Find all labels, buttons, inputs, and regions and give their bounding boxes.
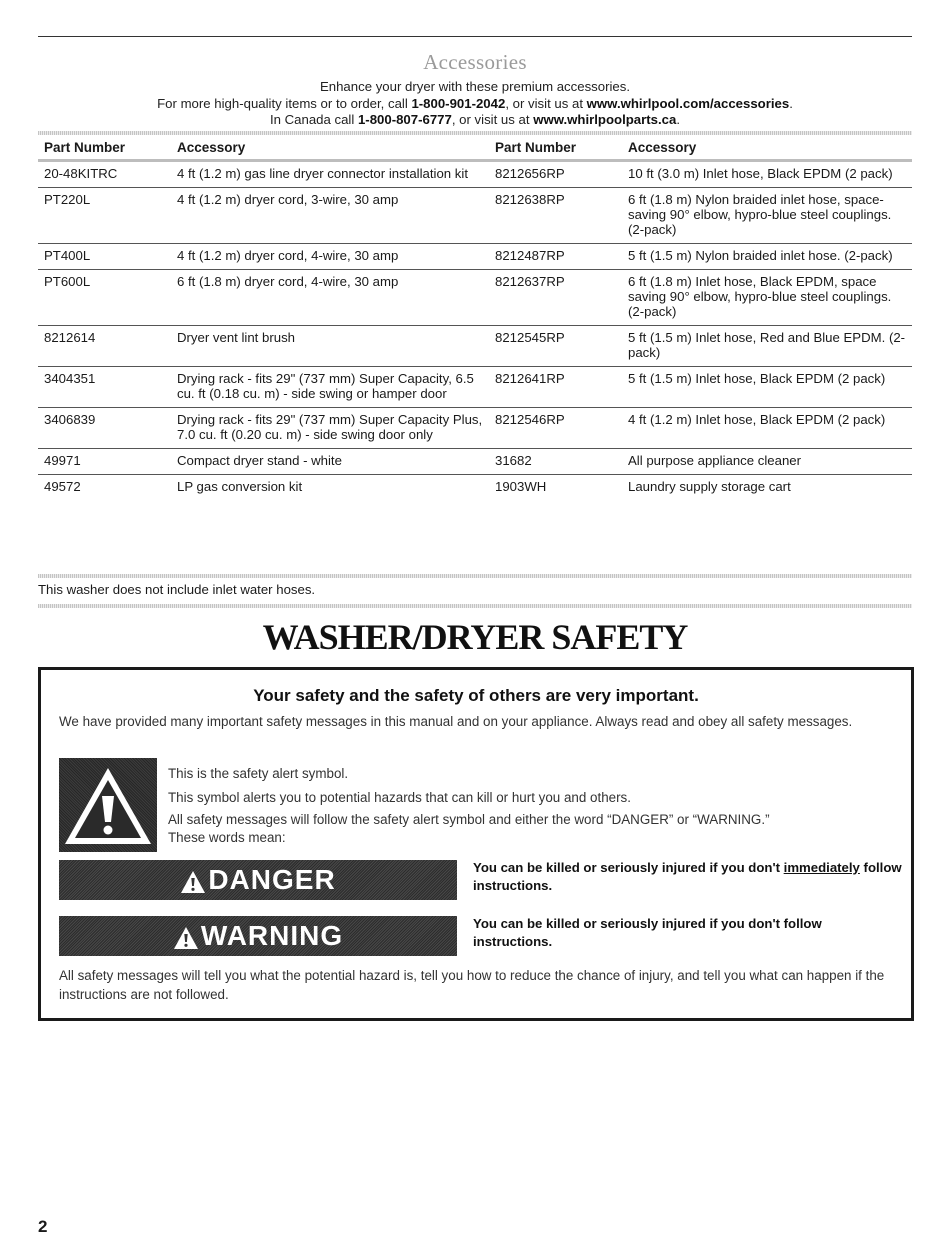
part-number-cell: 8212656RP <box>489 161 622 188</box>
accessory-cell: Compact dryer stand - white <box>171 449 489 475</box>
part-number-cell: 8212546RP <box>489 408 622 449</box>
accessory-cell: 6 ft (1.8 m) Inlet hose, Black EPDM, space saving 90° elbow, hypro-blue steel couplings. (2-pack) <box>622 270 912 326</box>
accessories-intro-line2: For more high-quality items or to order, call 1-800-901-2042, or visit us at www.whirlpool.com/accessories. <box>157 96 793 111</box>
part-number-cell: 8212638RP <box>489 188 622 244</box>
alert-line: All safety messages will follow the safety alert symbol and either the word “DANGER” or “WARNING.” <box>168 812 770 827</box>
danger-alert-icon <box>180 870 206 894</box>
part-number-cell: 20-48KITRC <box>38 161 171 188</box>
warning-label: WARNING <box>200 920 344 951</box>
table-row <box>38 408 912 449</box>
part-number-cell: 8212614 <box>38 326 171 367</box>
header-accessory-1: Accessory <box>177 140 246 155</box>
header-part-number-2: Part Number <box>495 140 577 155</box>
accessory-cell: Laundry supply storage cart <box>628 479 791 494</box>
accessory-cell: Drying rack - fits 29" (737 mm) Super Capacity Plus, 7.0 cu. ft (0.20 cu. m) - side swing door only <box>171 408 489 449</box>
table-row <box>38 326 912 367</box>
table-row <box>38 270 912 326</box>
danger-signal <box>59 860 457 900</box>
shade-bar-section <box>38 604 912 608</box>
page-number: 2 <box>38 1217 48 1236</box>
safety-intro: We have provided many important safety messages in this manual and on your appliance. Always read and obey all safety messages. <box>59 714 853 729</box>
shade-bar-table-bottom <box>38 574 912 578</box>
accessories-note: This washer does not include inlet water hoses. <box>38 582 316 597</box>
table-row <box>38 161 912 188</box>
table-header-row <box>38 137 912 161</box>
accessory-cell: 10 ft (3.0 m) Inlet hose, Black EPDM (2 pack) <box>622 161 912 188</box>
alert-line: This symbol alerts you to potential hazards that can kill or hurt you and others. <box>168 790 631 805</box>
table-row <box>38 475 912 501</box>
alert-line: These words mean: <box>168 830 286 845</box>
accessories-title: Accessories <box>423 50 527 74</box>
warning-message: You can be killed or seriously injured if you don't follow instructions. <box>473 916 822 949</box>
accessory-cell: 5 ft (1.5 m) Nylon braided inlet hose. (2-pack) <box>622 244 912 270</box>
table-row <box>38 244 912 270</box>
phone-ca: 1-800-807-6777 <box>357 112 452 127</box>
phone-us: 1-800-901-2042 <box>411 96 506 111</box>
danger-message: You can be killed or seriously injured if you don't immediately follow instructions. <box>473 860 902 893</box>
part-number-cell: 31682 <box>489 449 622 475</box>
danger-label: DANGER <box>208 864 336 895</box>
accessory-cell: 4 ft (1.2 m) gas line dryer connector installation kit <box>171 161 489 188</box>
safety-heading: Your safety and the safety of others are very important. <box>253 686 699 705</box>
table-row <box>38 367 912 408</box>
accessory-cell: LP gas conversion kit <box>177 479 303 494</box>
part-number-cell: PT220L <box>38 188 171 244</box>
accessory-cell: Dryer vent lint brush <box>171 326 489 367</box>
part-number-cell: 49971 <box>38 449 171 475</box>
safety-title: WASHER/DRYER SAFETY <box>262 617 688 657</box>
accessory-cell: 6 ft (1.8 m) Nylon braided inlet hose, space-saving 90° elbow, hypro-blue steel couplings. (2-pack) <box>622 188 912 244</box>
part-number-cell: PT400L <box>38 244 171 270</box>
accessory-cell: All purpose appliance cleaner <box>622 449 912 475</box>
url-ca-link[interactable]: www.whirlpoolparts.ca <box>533 112 677 127</box>
accessory-cell: 5 ft (1.5 m) Inlet hose, Red and Blue EPDM. (2-pack) <box>622 326 912 367</box>
part-number-cell: 8212545RP <box>489 326 622 367</box>
accessories-table <box>38 137 912 500</box>
warning-signal <box>59 916 457 956</box>
part-number-cell: 3404351 <box>38 367 171 408</box>
safety-footer: All safety messages will tell you what the potential hazard is, tell you how to reduce the chance of injury, and tell you what can happen if the instructions are not followed. <box>59 968 885 1002</box>
warning-alert-icon <box>173 926 199 950</box>
part-number-cell: 8212637RP <box>489 270 622 326</box>
accessory-cell: 6 ft (1.8 m) dryer cord, 4-wire, 30 amp <box>171 270 489 326</box>
header-part-number-1: Part Number <box>44 140 126 155</box>
part-number-cell: PT600L <box>38 270 171 326</box>
table-row <box>38 188 912 244</box>
accessory-cell: Drying rack - fits 29" (737 mm) Super Capacity, 6.5 cu. ft (0.18 cu. m) - side swing or hamper door <box>171 367 489 408</box>
part-number-cell: 49572 <box>44 479 81 494</box>
accessories-intro-line1: Enhance your dryer with these premium accessories. <box>319 79 631 94</box>
accessory-cell: 4 ft (1.2 m) Inlet hose, Black EPDM (2 pack) <box>622 408 912 449</box>
top-rule <box>38 36 912 37</box>
safety-alert-symbol-icon <box>59 758 157 852</box>
part-number-cell: 3406839 <box>38 408 171 449</box>
accessory-cell: 4 ft (1.2 m) dryer cord, 4-wire, 30 amp <box>171 244 489 270</box>
part-number-cell: 8212641RP <box>489 367 622 408</box>
accessory-cell: 5 ft (1.5 m) Inlet hose, Black EPDM (2 pack) <box>622 367 912 408</box>
shade-bar-top <box>38 131 912 135</box>
alert-line: This is the safety alert symbol. <box>168 766 349 781</box>
url-us-link[interactable]: www.whirlpool.com/accessories <box>586 96 790 111</box>
safety-box <box>38 667 914 1021</box>
part-number-cell: 8212487RP <box>489 244 622 270</box>
accessory-cell: 4 ft (1.2 m) dryer cord, 3-wire, 30 amp <box>171 188 489 244</box>
header-accessory-2: Accessory <box>628 140 697 155</box>
accessories-intro-line3: In Canada call 1-800-807-6777, or visit us at www.whirlpoolparts.ca. <box>269 112 680 127</box>
table-row <box>38 449 912 475</box>
part-number-cell: 1903WH <box>495 479 547 494</box>
